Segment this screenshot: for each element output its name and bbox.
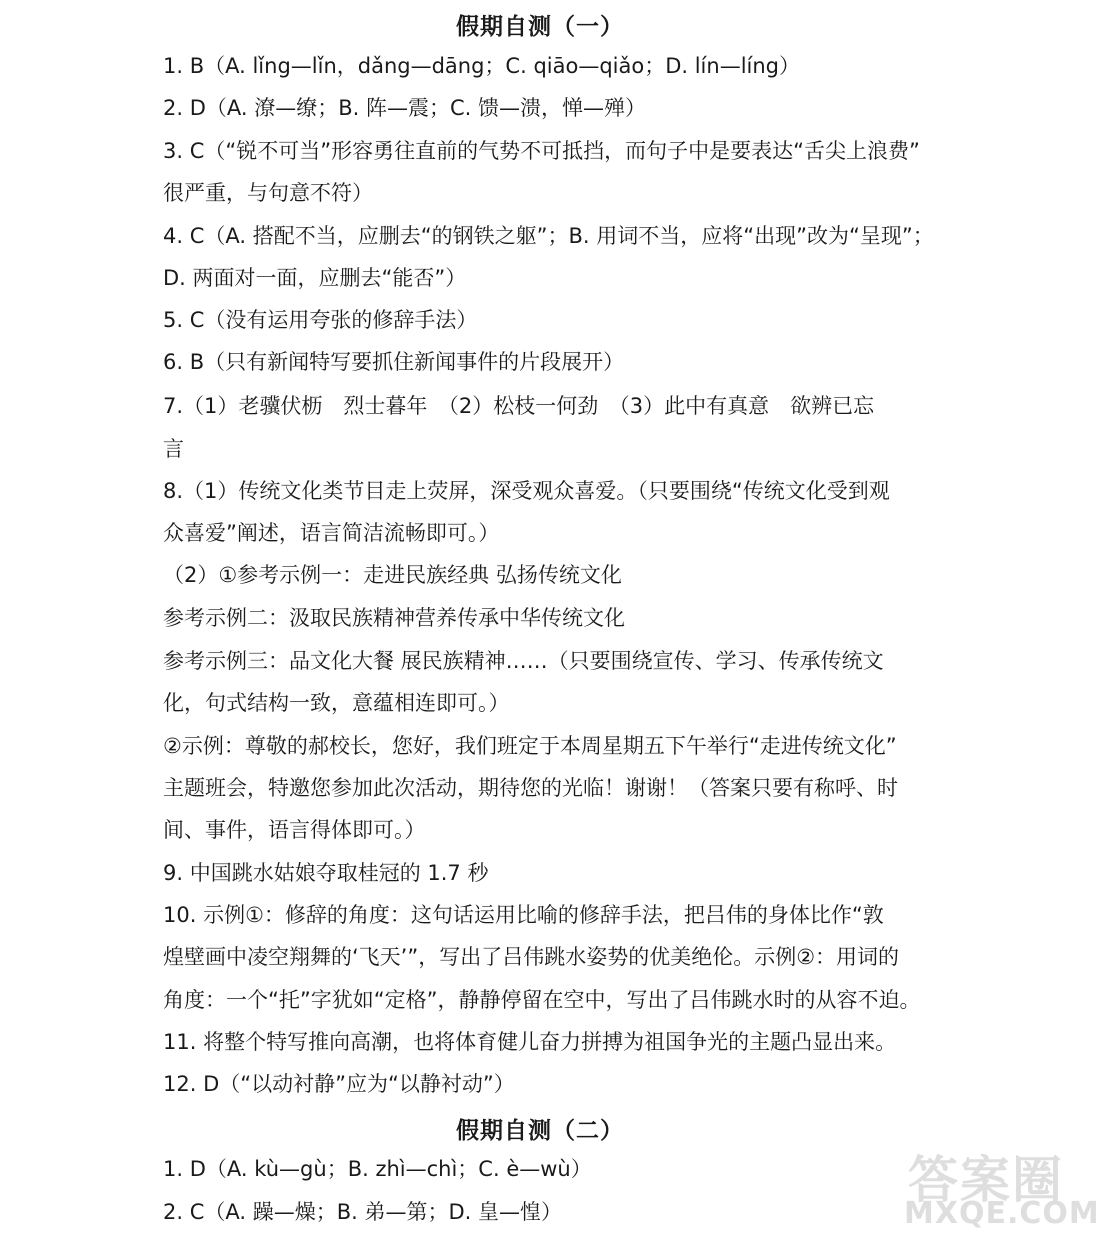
answer-line: （2）①参考示例一：走进民族经典 弘扬传统文化: [163, 563, 622, 587]
section-1-title: 假期自测（一）: [456, 14, 624, 40]
answer-line: 9. 中国跳水姑娘夺取桂冠的 1.7 秒: [163, 861, 489, 885]
answer-line: 2. D（A. 潦—缭；B. 阵—震；C. 馈—溃，惮—殚）: [163, 96, 646, 120]
answer-line: 煌壁画中凌空翔舞的‘飞天’”，写出了吕伟跳水姿势的优美绝伦。示例②：用词的: [163, 945, 900, 969]
answer-line: 2. C（A. 躁—燥；B. 弟—第；D. 皇—惶）: [163, 1200, 562, 1224]
answer-line: 7.（1）老骥伏枥 烈士暮年 （2）松枝一何劲 （3）此中有真意 欲辨已忘: [163, 394, 875, 418]
watermark-logo-text: 答案圈: [908, 1151, 1064, 1209]
answer-line: D. 两面对一面，应删去“能否”）: [163, 266, 467, 290]
answer-line: 主题班会，特邀您参加此次活动，期待您的光临！谢谢！（答案只要有称呼、时: [163, 776, 898, 800]
answer-line: 1. D（A. kù—gù；B. zhì—chì；C. è—wù）: [163, 1157, 592, 1181]
answer-line: 化，句式结构一致，意蕴相连即可。）: [163, 691, 510, 715]
answer-line: 1. B（A. lǐng—lǐn，dǎng—dāng；C. qiāo—qiǎo；D. lín—líng）: [163, 54, 801, 78]
answer-line: 众喜爱”阐述，语言简洁流畅即可。）: [163, 521, 500, 545]
answer-line: 参考示例三：品文化大餐 展民族精神……（只要围绕宣传、学习、传承传统文: [163, 649, 884, 673]
answer-line: 间、事件，语言得体即可。）: [163, 818, 426, 842]
answer-line: 角度：一个“托”字犹如“定格”，静静停留在空中，写出了吕伟跳水时的从容不迫。: [163, 988, 921, 1012]
answer-line: 4. C（A. 搭配不当，应删去“的钢铁之躯”；B. 用词不当，应将“出现”改为“呈现”；: [163, 224, 934, 248]
site-watermark: [898, 1138, 1100, 1232]
answer-line: 6. B（只有新闻特写要抓住新闻事件的片段展开）: [163, 350, 625, 374]
answer-line: ②示例：尊敬的郝校长，您好，我们班定于本周星期五下午举行“走进传统文化”: [163, 734, 897, 758]
answer-line: 8.（1）传统文化类节目走上荧屏，深受观众喜爱。（只要围绕“传统文化受到观: [163, 479, 890, 503]
answer-line: 3. C（“锐不可当”形容勇往直前的气势不可抵挡，而句子中是要表达“舌尖上浪费”: [163, 139, 920, 163]
answer-line: 10. 示例①：修辞的角度：这句话运用比喻的修辞手法，把吕伟的身体比作“敦: [163, 903, 884, 927]
answer-line: 很严重，与句意不符）: [163, 181, 373, 205]
section-2-title: 假期自测（二）: [456, 1118, 624, 1144]
watermark-url: MXQE.COM: [904, 1196, 1100, 1231]
answer-line: 5. C（没有运用夸张的修辞手法）: [163, 308, 478, 332]
answer-line: 12. D（“以动衬静”应为“以静衬动”）: [163, 1072, 515, 1096]
answer-line: 11. 将整个特写推向高潮，也将体育健儿奋力拼搏为祖国争光的主题凸显出来。: [163, 1030, 897, 1054]
answer-line: 言: [163, 437, 184, 461]
answer-line: 参考示例二：汲取民族精神营养传承中华传统文化: [163, 606, 625, 630]
